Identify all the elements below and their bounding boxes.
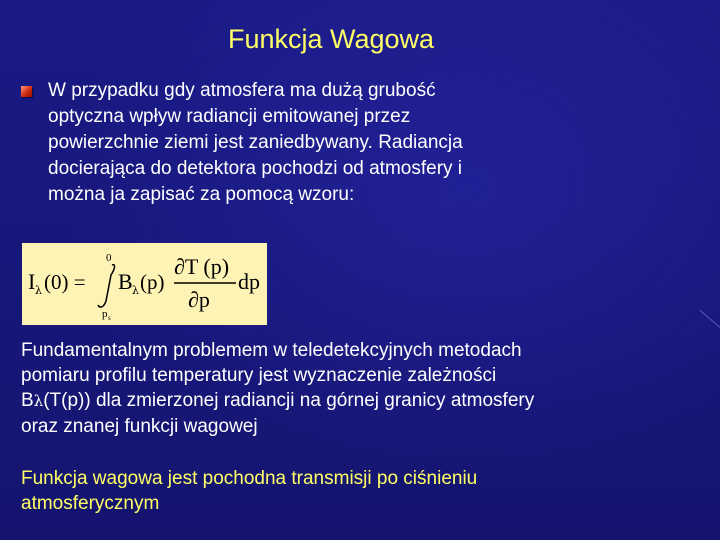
bullet-line: można ja zapisać za pomocą wzoru: xyxy=(48,184,355,205)
bullet-line: powierzchnie ziemi jest zaniedbywany. Radiancja xyxy=(48,132,463,153)
paragraph-line: oraz znanej funkcji wagowej xyxy=(21,416,258,437)
formula-integrand-sub: λ xyxy=(132,284,139,297)
formula-integrand-arg: (p) xyxy=(140,270,165,294)
slide-title: Funkcja Wagowa xyxy=(227,24,435,54)
paragraph-line: atmosferycznym xyxy=(21,493,160,514)
bullet-line: optyczna wpływ radiancji emitowanej przez xyxy=(48,106,411,127)
paragraph-fundamental-problem xyxy=(21,338,701,439)
formula-differential: dp xyxy=(238,269,260,294)
paragraph-line: Fundamentalnym problemem w teledetekcyjnych metodach xyxy=(21,340,522,361)
formula-upper-limit: 0 xyxy=(106,252,112,264)
formula-denominator: ∂p xyxy=(188,287,210,312)
radiance-formula xyxy=(22,243,267,325)
paragraph-line xyxy=(21,388,701,414)
lambda-symbol: λ xyxy=(33,392,44,410)
formula-numerator: ∂T (p) xyxy=(174,254,230,279)
b-symbol: B xyxy=(21,390,34,411)
formula-integrand: B xyxy=(118,269,133,294)
paragraph-line: pomiaru profilu temperatury jest wyznaczenie zależności xyxy=(21,365,497,386)
formula-lhs-sub: λ xyxy=(35,284,42,297)
paragraph-line-rest: (T(p)) dla zmierzonej radiancji na górnej granicy atmosfery xyxy=(43,390,535,411)
formula-lhs-arg: (0) = xyxy=(44,270,86,294)
decorative-streak xyxy=(700,310,720,336)
formula-lower-limit: p xyxy=(102,308,108,320)
paragraph-weighting-function xyxy=(21,466,701,516)
formula-box xyxy=(22,243,267,325)
bullet-square-icon xyxy=(21,86,32,97)
integral-sign xyxy=(98,265,115,307)
bullet-line: W przypadku gdy atmosfera ma dużą grubość xyxy=(48,80,436,101)
bullet-paragraph xyxy=(48,78,628,208)
formula-lhs: I xyxy=(28,269,36,294)
bullet-line: docierająca do detektora pochodzi od atmosfery i xyxy=(48,158,463,179)
paragraph-line: Funkcja wagowa jest pochodna transmisji po ciśnieniu xyxy=(21,468,478,489)
formula-lower-limit-sub: s xyxy=(108,314,111,322)
